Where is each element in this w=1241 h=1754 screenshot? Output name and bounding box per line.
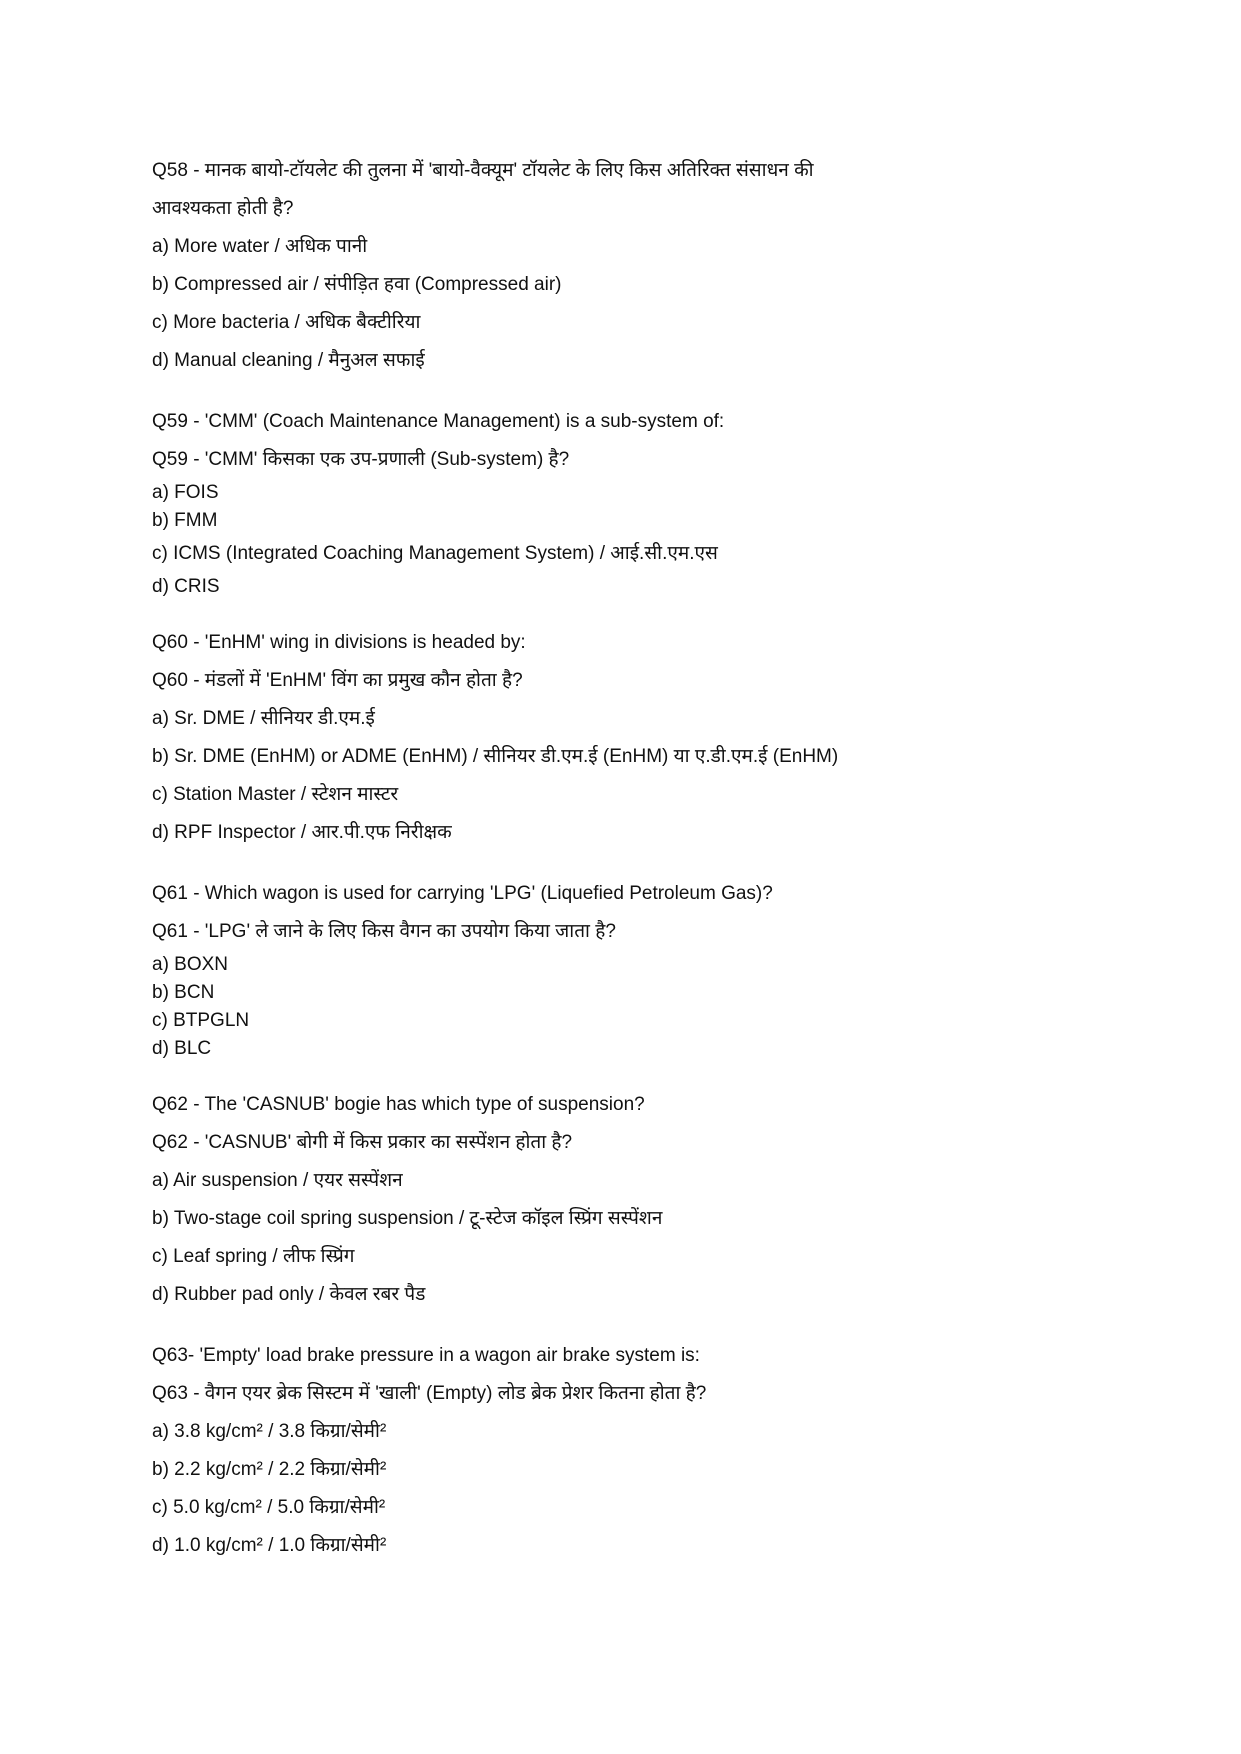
answer-option: b) FMM xyxy=(152,510,218,531)
question-q58 xyxy=(152,152,1092,380)
answer-option: a) More water / अधिक पानी xyxy=(152,236,368,257)
question-q62 xyxy=(152,1086,1092,1314)
answer-option: b) Two-stage coil spring suspension / टू-स्टेज कॉइल स्प्रिंग सस्पेंशन xyxy=(152,1208,663,1229)
answer-option: d) BLC xyxy=(152,1038,212,1059)
answer-option: b) BCN xyxy=(152,982,215,1003)
answer-option: c) ICMS (Integrated Coaching Management System) / आई.सी.एम.एस xyxy=(152,543,718,564)
answer-option: c) More bacteria / अधिक बैक्टीरिया xyxy=(152,312,421,333)
answer-option: a) Air suspension / एयर सस्पेंशन xyxy=(152,1170,403,1191)
answer-option: c) Station Master / स्टेशन मास्टर xyxy=(152,784,399,805)
document-body xyxy=(152,152,1092,1588)
answer-option: d) Rubber pad only / केवल रबर पैड xyxy=(152,1284,426,1305)
answer-option: d) CRIS xyxy=(152,576,220,597)
question-q59 xyxy=(152,403,1092,601)
question-text: Q62 - 'CASNUB' बोगी में किस प्रकार का सस्पेंशन होता है? xyxy=(152,1132,573,1153)
question-text: Q60 - 'EnHM' wing in divisions is headed by: xyxy=(152,632,526,653)
answer-option: b) Compressed air / संपीड़ित हवा (Compressed air) xyxy=(152,274,562,295)
question-text: Q61 - Which wagon is used for carrying 'LPG' (Liquefied Petroleum Gas)? xyxy=(152,883,773,904)
answer-option: d) RPF Inspector / आर.पी.एफ निरीक्षक xyxy=(152,822,452,843)
question-text: Q61 - 'LPG' ले जाने के लिए किस वैगन का उपयोग किया जाता है? xyxy=(152,921,616,942)
answer-option: a) FOIS xyxy=(152,482,219,503)
question-text: Q58 - मानक बायो-टॉयलेट की तुलना में 'बायो-वैक्यूम' टॉयलेट के लिए किस अतिरिक्त संसाधन की xyxy=(152,160,814,181)
question-text: आवश्यकता होती है? xyxy=(152,198,294,219)
question-text: Q60 - मंडलों में 'EnHM' विंग का प्रमुख कौन होता है? xyxy=(152,670,523,691)
answer-option: a) Sr. DME / सीनियर डी.एम.ई xyxy=(152,708,375,729)
question-text: Q59 - 'CMM' किसका एक उप-प्रणाली (Sub-system) है? xyxy=(152,449,570,470)
question-q63 xyxy=(152,1337,1092,1565)
answer-option: c) 5.0 kg/cm² / 5.0 किग्रा/सेमी² xyxy=(152,1497,386,1518)
answer-option: b) 2.2 kg/cm² / 2.2 किग्रा/सेमी² xyxy=(152,1459,387,1480)
question-q60 xyxy=(152,624,1092,852)
question-text: Q63 - वैगन एयर ब्रेक सिस्टम में 'खाली' (Empty) लोड ब्रेक प्रेशर कितना होता है? xyxy=(152,1383,707,1404)
answer-option: b) Sr. DME (EnHM) or ADME (EnHM) / सीनियर डी.एम.ई (EnHM) या ए.डी.एम.ई (EnHM) xyxy=(152,746,839,767)
question-text: Q63- 'Empty' load brake pressure in a wagon air brake system is: xyxy=(152,1345,700,1366)
answer-option: c) BTPGLN xyxy=(152,1010,250,1031)
answer-option: a) 3.8 kg/cm² / 3.8 किग्रा/सेमी² xyxy=(152,1421,387,1442)
question-text: Q62 - The 'CASNUB' bogie has which type of suspension? xyxy=(152,1094,645,1115)
answer-option: c) Leaf spring / लीफ स्प्रिंग xyxy=(152,1246,355,1267)
question-q61 xyxy=(152,875,1092,1063)
question-text: Q59 - 'CMM' (Coach Maintenance Management) is a sub-system of: xyxy=(152,411,725,432)
answer-option: a) BOXN xyxy=(152,954,229,975)
answer-option: d) Manual cleaning / मैनुअल सफाई xyxy=(152,350,425,371)
answer-option: d) 1.0 kg/cm² / 1.0 किग्रा/सेमी² xyxy=(152,1535,387,1556)
